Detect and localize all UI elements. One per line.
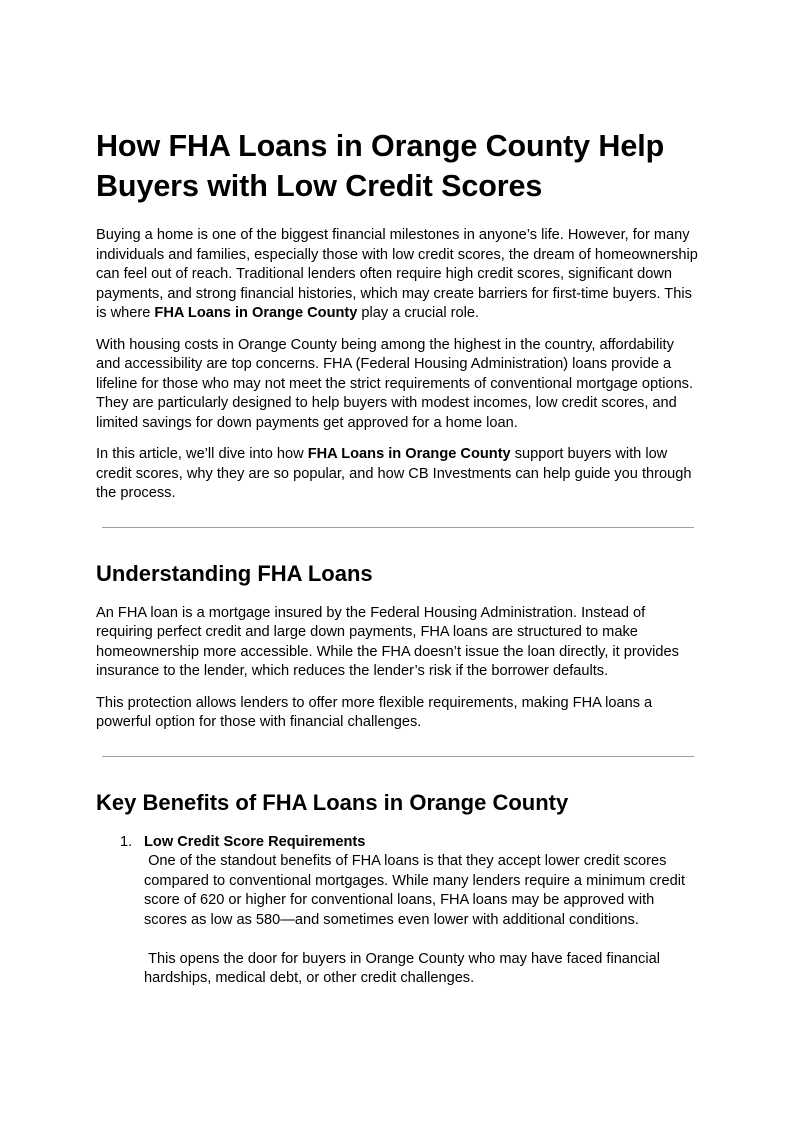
list-item-body: One of the standout benefits of FHA loans is that they accept lower credit scores compared to conventional mortgages. While many lenders require a minimum credit score of 620 or higher for conventional loans, FHA loans may be approved with scores as low as 580—and sometimes even lower with additional conditions.: [144, 853, 690, 928]
page-title: How FHA Loans in Orange County Help Buyers with Low Credit Scores: [96, 129, 665, 203]
section1-paragraph-2: This protection allows lenders to offer more flexible requirements, making FHA loans a powerful option for those with financial challenges.: [96, 694, 653, 730]
bold-keyword: FHA Loans in Orange County: [154, 305, 358, 321]
section-heading-understanding: Understanding FHA Loans: [96, 560, 373, 586]
intro-text: In this article, we’ll dive into how: [96, 446, 308, 462]
intro-paragraph-3: [96, 445, 700, 504]
intro-paragraph-1: [96, 226, 700, 324]
document-page: [96, 126, 700, 989]
intro-paragraph-2: With housing costs in Orange County being among the highest in the country, affordability and accessibility are top concerns. FHA (Federal Housing Administration) loans provide a lifeline for those who may not meet the strict requirements of conventional mortgage options. They are particularly designed to help buyers with modest incomes, low credit scores, and limited savings for down payments get approved for a home loan.: [96, 336, 694, 431]
horizontal-divider: [102, 527, 694, 528]
intro-text: play a crucial role.: [357, 305, 480, 321]
list-number: 1.: [120, 833, 133, 850]
list-item-spacer: [144, 930, 700, 950]
bold-keyword: FHA Loans in Orange County: [307, 446, 511, 462]
section-heading-benefits: Key Benefits of FHA Loans in Orange County: [96, 789, 569, 815]
list-item-body: This opens the door for buyers in Orange County who may have faced financial hardships, medical debt, or other credit challenges.: [144, 950, 665, 986]
intro-text: support buyers with low credit scores, why they are so popular, and how CB Investments can help guide you through the process.: [96, 446, 692, 501]
section1-paragraph-1: An FHA loan is a mortgage insured by the Federal Housing Administration. Instead of requiring perfect credit and large down payments, FHA loans are structured to make homeownership more accessible. While the FHA doesn’t issue the loan directly, it provides insurance to the lender, which reduces the lender’s risk if the borrower defaults.: [96, 604, 679, 679]
list-item-title: Low Credit Score Requirements: [144, 833, 366, 850]
benefits-list: [96, 833, 700, 989]
intro-text: Buying a home is one of the biggest financial milestones in anyone’s life. However, for many individuals and families, especially those with low credit scores, the dream of homeownership can feel out of reach. Traditional lenders often require high credit scores, significant down payments, and strong financial histories, which may create barriers for first-time buyers. This is where: [96, 227, 698, 321]
list-item: [96, 833, 700, 989]
horizontal-divider: [102, 756, 694, 757]
